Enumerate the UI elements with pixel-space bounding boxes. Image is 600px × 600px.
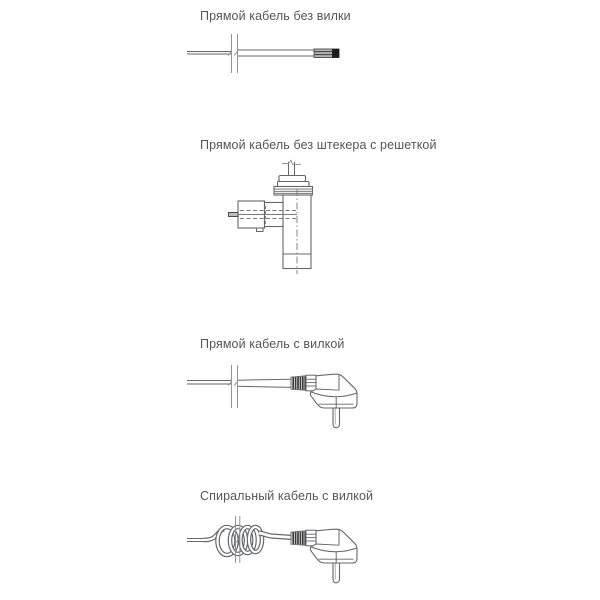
plug-body — [310, 529, 357, 563]
cable-break-icon — [282, 160, 301, 165]
strain-relief — [291, 375, 316, 391]
wire-stub — [229, 213, 239, 217]
vent-cap — [278, 176, 310, 187]
side-connector-box — [238, 201, 283, 232]
strain-relief — [291, 530, 316, 546]
cable-break-icon — [228, 365, 237, 408]
plug-body — [310, 374, 357, 408]
heating-element-illustration — [225, 156, 325, 278]
spiral-coil — [203, 527, 293, 555]
spiral-cable-with-plug-illustration — [180, 505, 360, 590]
straight-cable-with-plug-illustration — [180, 360, 360, 435]
cable-break-icon — [228, 34, 237, 73]
grille-ring — [274, 187, 313, 196]
schuko-plug-icon — [291, 529, 357, 583]
straight-cable-without-plug-illustration — [180, 28, 345, 78]
cable-line — [187, 50, 314, 56]
cable-line — [187, 379, 291, 387]
figure3-label: Прямой кабель с вилкой — [200, 337, 345, 351]
figure2-label: Прямой кабель без штекера с решеткой — [200, 138, 437, 152]
cable-line — [187, 539, 204, 542]
figure4-label: Спиральный кабель с вилкой — [200, 489, 374, 503]
schuko-plug-icon — [291, 374, 357, 428]
figure1-label: Прямой кабель без вилки — [200, 9, 351, 23]
stripped-wire-end — [314, 49, 339, 58]
